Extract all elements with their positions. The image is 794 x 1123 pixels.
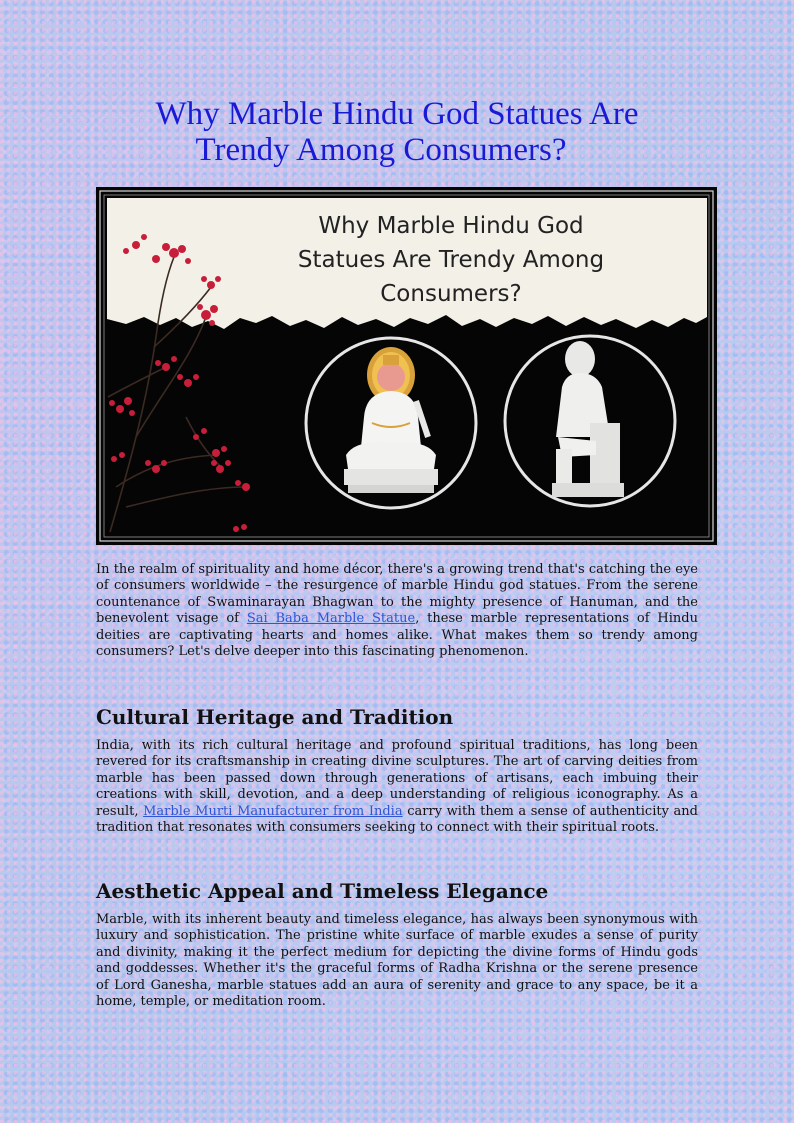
banner-caption-line-3: Consumers?: [380, 281, 522, 307]
section-heading-aesthetic-appeal: Aesthetic Appeal and Timeless Elegance: [96, 879, 549, 903]
cultural-heritage-paragraph: [96, 738, 698, 836]
banner-caption-line-2: Statues Are Trendy Among: [297, 247, 605, 273]
banner-image: [96, 187, 717, 545]
cultural-heritage-text-2: carry with them a sense of authenticity and tradition that resonates with consumers seeking to connect with their spiritual roots.: [96, 803, 698, 836]
intro-text-1: In the realm of spirituality and home décor, there's a growing trend that's catching the eye of consumers worldwide – the resurgence of marble Hindu god statues. From the serene countenance of Swaminarayan Bhagwan to the mighty presence of Hanuman, and the benevolent visage of: [96, 562, 698, 627]
banner-caption-line-1: Why Marble Hindu God: [318, 213, 584, 239]
section-heading-cultural-heritage: Cultural Heritage and Tradition: [96, 705, 454, 729]
page-title: [60, 96, 734, 168]
cultural-heritage-text-1: India, with its rich cultural heritage and profound spiritual traditions, has long been revered for its craftsmanship in creating divine sculptures. The art of carving deities from marble has been passed down through generations of artisans, each imbuing their creations with skill, devotion, and a deep understanding of religious iconography. As a result,: [96, 738, 698, 819]
intro-text-2: , these marble representations of Hindu deities are captivating hearts and homes alike. What makes them so trendy among consumers? Let's delve deeper into this fascinating phenomenon.: [96, 611, 698, 660]
aesthetic-appeal-paragraph: Marble, with its inherent beauty and timeless elegance, has always been synonymous with luxury and sophistication. The pristine white surface of marble exudes a sense of purity and divinity, making it the perfect medium for depicting the divine forms of Hindu gods and goddesses. Whether it's the graceful forms of Radha Krishna or the serene presence of Lord Ganesha, marble statues add an aura of serenity and grace to any space, be it a home, temple, or meditation room.: [96, 912, 698, 1010]
sai-baba-marble-statue-link[interactable]: Sai Baba Marble Statue: [246, 611, 416, 627]
intro-paragraph: [96, 562, 698, 660]
page-title-line-2: Trendy Among Consumers?: [195, 132, 567, 168]
page-title-line-1: Why Marble Hindu God Statues Are: [155, 96, 639, 132]
sai-baba-statue: [552, 341, 624, 497]
banner-caption: [246, 209, 656, 311]
marble-murti-manufacturer-link[interactable]: Marble Murti Manufacturer from India: [143, 803, 403, 819]
hanuman-statue: [344, 347, 438, 493]
